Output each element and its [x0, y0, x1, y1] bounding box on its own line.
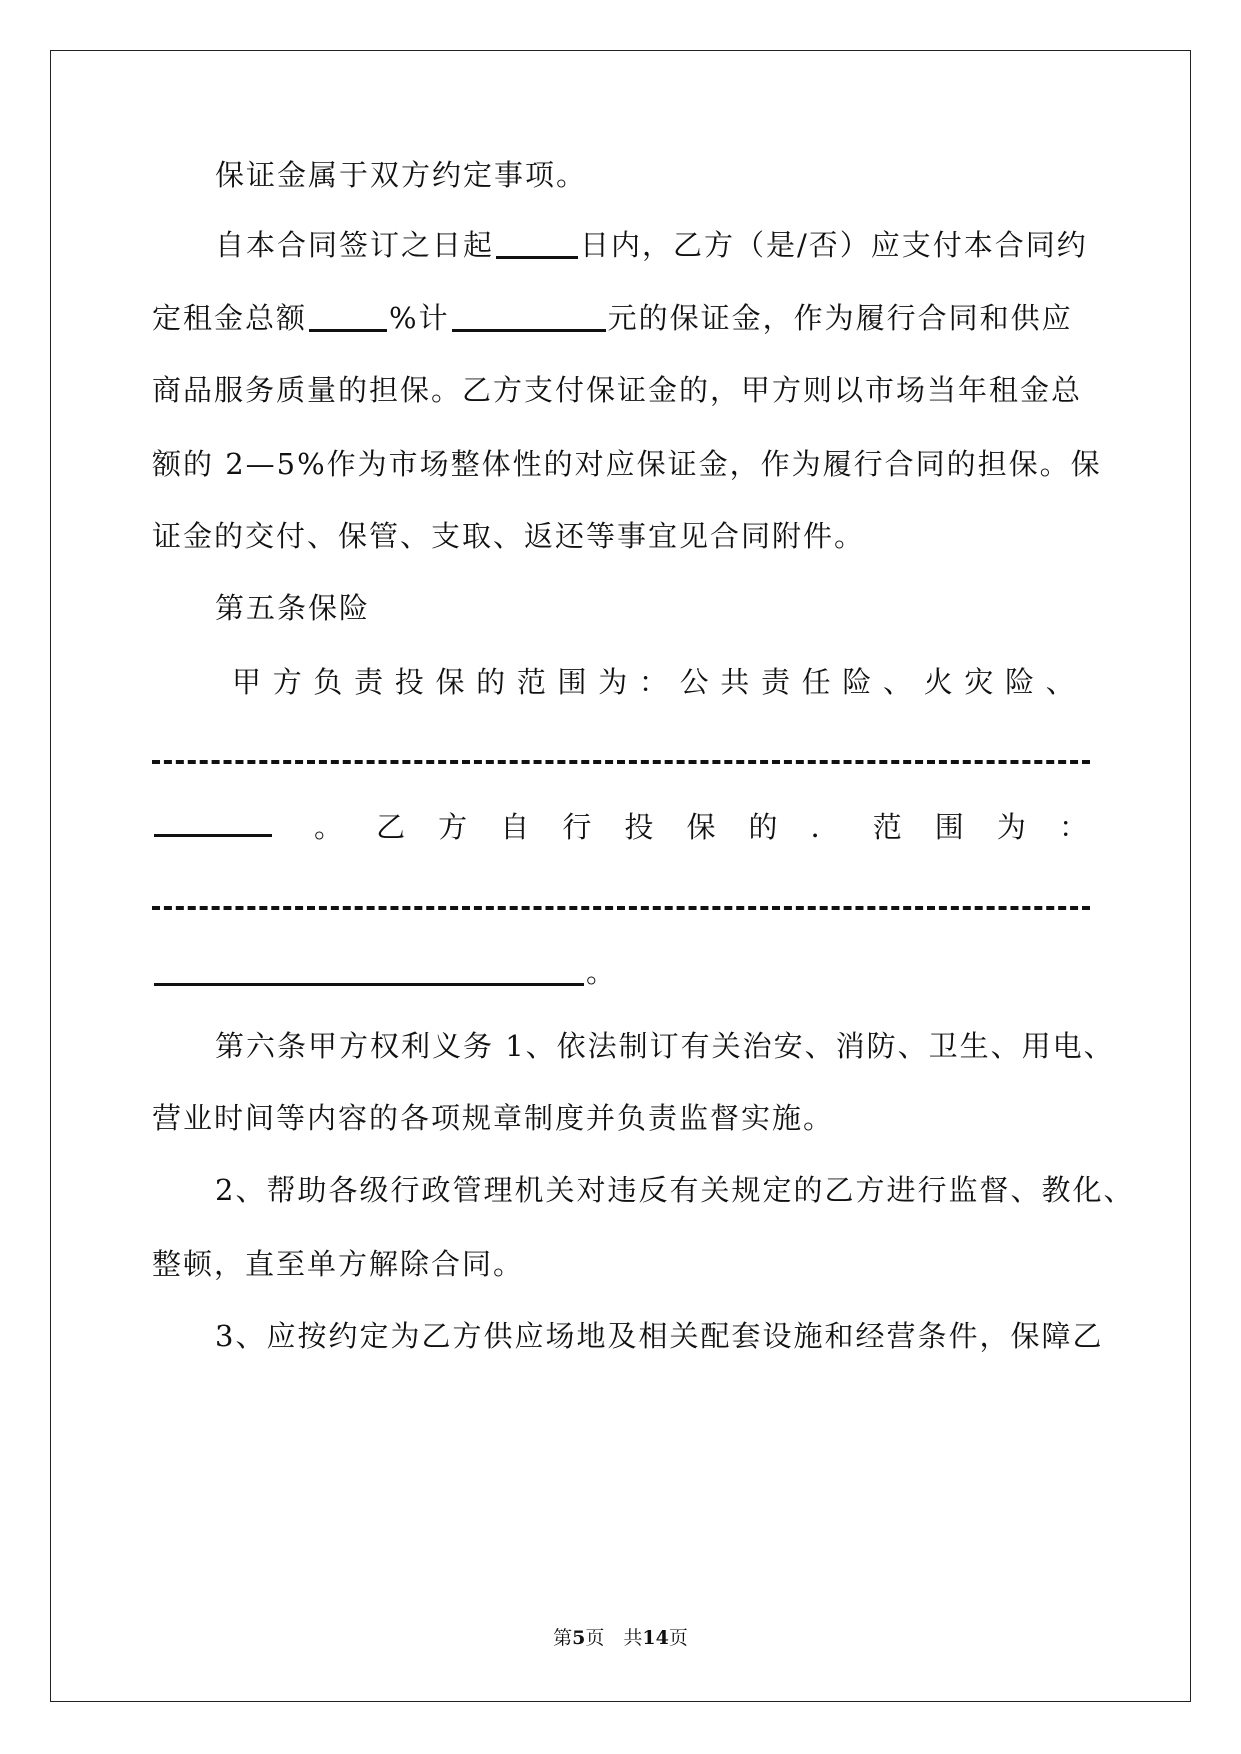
fill-blank-amount[interactable] [452, 301, 606, 332]
spread-char: ： [1058, 810, 1090, 844]
spread-char: 投 [624, 810, 656, 844]
footer-page-total: 14 [642, 1627, 669, 1649]
spread-char: 任 [801, 665, 833, 699]
text-segment: 自本合同签订之日起 [215, 228, 495, 262]
spread-char: 。 [314, 810, 346, 844]
text-segment: 定租金总额 [152, 301, 308, 335]
clause-3-line: 3、应按约定为乙方供应场地及相关配套设施和经营条件，保障乙 [215, 1319, 1104, 1353]
spread-char: 保 [435, 665, 467, 699]
footer-suffix: 页 [668, 1627, 688, 1649]
spread-char: 险 [842, 665, 874, 699]
spread-char: 的 [748, 810, 780, 844]
spread-char: 、 [883, 665, 915, 699]
paragraph-deposit-payment [215, 225, 1090, 265]
spread-char: 围 [934, 810, 966, 844]
spread-char: 责 [760, 665, 792, 699]
fill-line-insurance-b[interactable] [152, 906, 1090, 910]
spread-char: 方 [272, 665, 304, 699]
insurance-party-b-line [152, 806, 1090, 847]
paragraph-deposit-agreed: 保证金属于双方约定事项。 [215, 158, 588, 192]
spread-char: 范 [516, 665, 548, 699]
spread-char: 为 [598, 665, 630, 699]
spread-char: 公 [679, 665, 711, 699]
spread-char: 行 [562, 810, 594, 844]
fill-blank-days[interactable] [496, 228, 578, 259]
fill-blank-insurance-a-end[interactable] [154, 806, 272, 837]
clause-2-line: 2、帮助各级行政管理机关对违反有关规定的乙方进行监督、教化、 [215, 1173, 1135, 1207]
paragraph-line: 商品服务质量的担保。乙方支付保证金的，甲方则以市场当年租金总 [152, 373, 1083, 407]
insurance-party-b-end [152, 952, 1090, 992]
fill-line-insurance-a[interactable] [152, 760, 1090, 764]
page-footer [0, 1626, 1241, 1650]
spread-char: 范 [872, 810, 904, 844]
text-segment: 。 [586, 955, 618, 989]
spread-char: 为 [996, 810, 1028, 844]
spread-char: 火 [923, 665, 955, 699]
footer-page-number: 5 [572, 1627, 586, 1649]
footer-prefix: 第 [553, 1627, 573, 1649]
spread-char: 乙 [376, 810, 408, 844]
spread-char: ． [810, 810, 842, 844]
text-segment: 元的保证金，作为履行合同和供应 [607, 301, 1073, 335]
text-segment: 日内，乙方（是/否）应支付本合同约 [580, 228, 1088, 262]
spread-char: 自 [500, 810, 532, 844]
spread-char: 灾 [964, 665, 996, 699]
paragraph-line: 额的 2—5%作为市场整体性的对应保证金，作为履行合同的担保。保 [152, 447, 1102, 481]
insurance-party-a-line [232, 662, 1077, 702]
footer-mid: 页 共 [585, 1627, 643, 1649]
fill-blank-percent[interactable] [309, 301, 387, 332]
spread-char: 责 [354, 665, 386, 699]
spread-char: 方 [438, 810, 470, 844]
spread-char: 保 [686, 810, 718, 844]
fill-blank-insurance-b-end[interactable] [154, 955, 584, 986]
paragraph-deposit-amount [152, 298, 1090, 338]
paragraph-line: 证金的交付、保管、支取、返还等事宜见合同附件。 [152, 519, 866, 553]
spread-char: 险 [1005, 665, 1037, 699]
spread-char: 共 [720, 665, 752, 699]
insurance-party-b-text [314, 807, 1090, 847]
paragraph-line: 整顿，直至单方解除合同。 [152, 1247, 525, 1281]
spread-char: 甲 [232, 665, 264, 699]
spread-char: ： [638, 665, 670, 699]
spread-char: 负 [313, 665, 345, 699]
spread-char: 、 [1045, 665, 1077, 699]
paragraph-line: 营业时间等内容的各项规章制度并负责监督实施。 [152, 1101, 835, 1135]
spread-char: 投 [394, 665, 426, 699]
article-5-heading: 第五条保险 [215, 591, 371, 625]
article-6-line: 第六条甲方权利义务 1、依法制订有关治安、消防、卫生、用电、 [215, 1029, 1115, 1063]
text-segment: %计 [389, 301, 450, 335]
spread-char: 围 [557, 665, 589, 699]
spread-char: 的 [476, 665, 508, 699]
